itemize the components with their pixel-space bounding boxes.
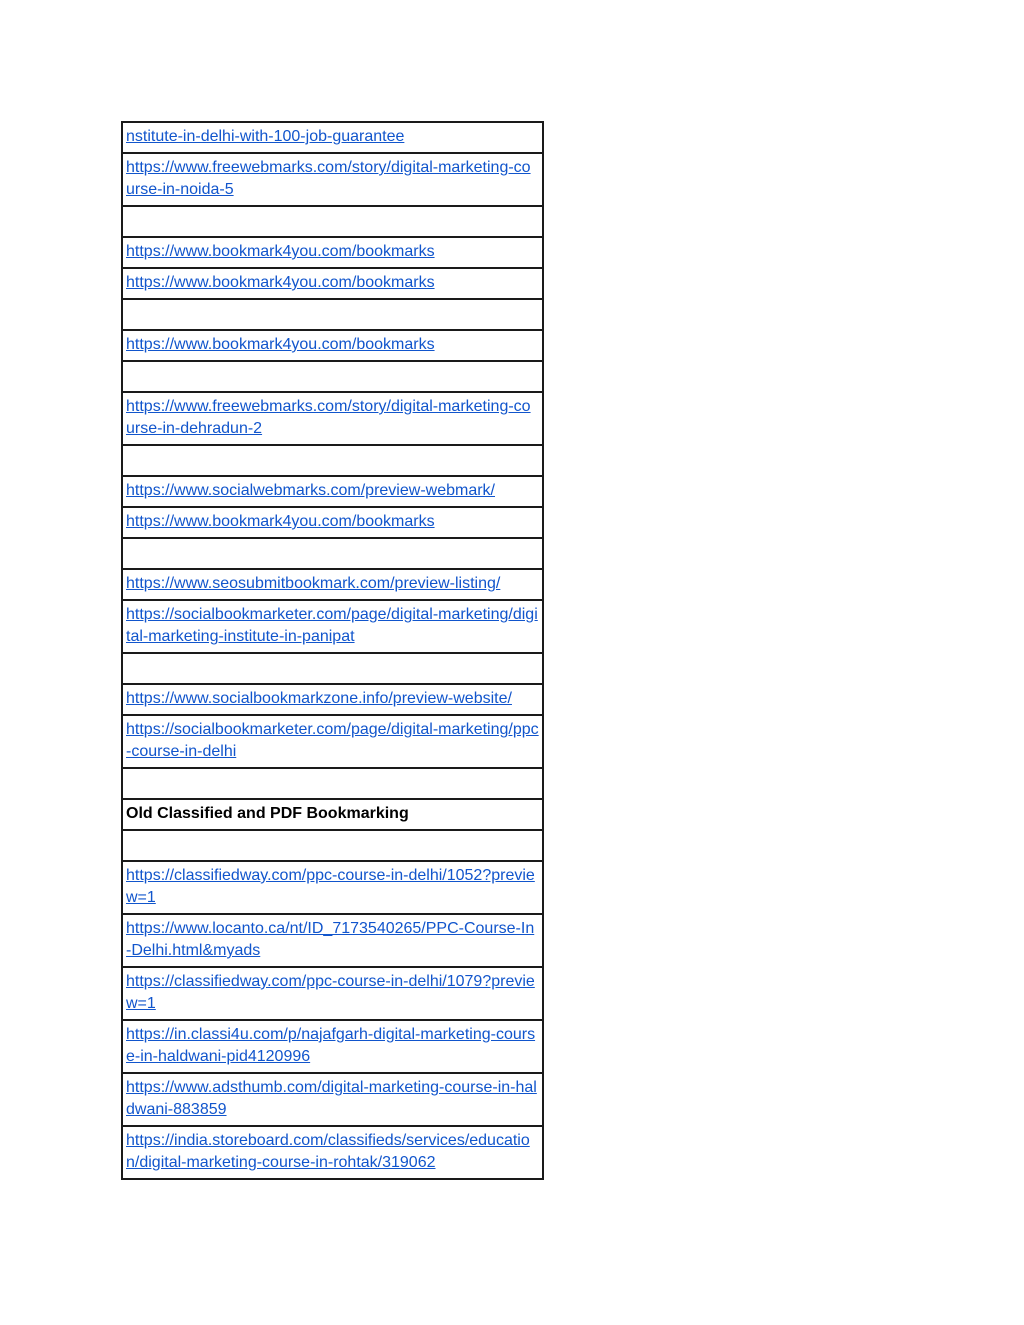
table-cell (122, 507, 543, 538)
url-link[interactable]: https://india.storeboard.com/classifieds/services/education/digital-marketing-course-in-rohtak/319062 (126, 1132, 530, 1171)
url-link[interactable]: https://socialbookmarketer.com/page/digital-marketing/ppc-course-in-delhi (126, 721, 539, 760)
table-row (122, 507, 543, 538)
url-link[interactable]: https://www.seosubmitbookmark.com/preview-listing/ (126, 575, 501, 592)
url-link[interactable]: https://www.locanto.ca/nt/ID_7173540265/PPC-Course-In-Delhi.html&myads (126, 920, 535, 959)
table-row (122, 653, 543, 684)
section-heading: Old Classified and PDF Bookmarking (126, 805, 409, 822)
table-cell (122, 153, 543, 206)
table-cell (122, 206, 543, 237)
table-cell (122, 715, 543, 768)
link-table-body (122, 122, 543, 1179)
table-row (122, 476, 543, 507)
table-row (122, 715, 543, 768)
table-cell (122, 237, 543, 268)
table-row (122, 268, 543, 299)
table-cell (122, 600, 543, 653)
table-cell (122, 653, 543, 684)
table-row (122, 1020, 543, 1073)
table-row (122, 684, 543, 715)
url-link[interactable]: nstitute-in-delhi-with-100-job-guarantee (126, 128, 405, 145)
table-row (122, 830, 543, 861)
table-row (122, 330, 543, 361)
table-row (122, 1073, 543, 1126)
url-link[interactable]: https://www.bookmark4you.com/bookmarks (126, 513, 435, 530)
url-link[interactable]: https://classifiedway.com/ppc-course-in-delhi/1052?preview=1 (126, 867, 535, 906)
url-link[interactable]: https://classifiedway.com/ppc-course-in-delhi/1079?preview=1 (126, 973, 535, 1012)
table-cell (122, 392, 543, 445)
table-cell (122, 830, 543, 861)
table-row (122, 206, 543, 237)
table-row (122, 768, 543, 799)
table-row (122, 914, 543, 967)
url-link[interactable]: https://www.bookmark4you.com/bookmarks (126, 274, 435, 291)
table-cell (122, 361, 543, 392)
table-row (122, 392, 543, 445)
table-cell (122, 330, 543, 361)
table-cell (122, 768, 543, 799)
table-row (122, 967, 543, 1020)
url-link[interactable]: https://www.bookmark4you.com/bookmarks (126, 243, 435, 260)
table-cell (122, 1020, 543, 1073)
table-row (122, 538, 543, 569)
table-cell (122, 861, 543, 914)
table-cell (122, 476, 543, 507)
table-cell (122, 268, 543, 299)
url-link[interactable]: https://www.bookmark4you.com/bookmarks (126, 336, 435, 353)
table-row (122, 361, 543, 392)
table-cell (122, 1126, 543, 1179)
table-cell (122, 122, 543, 153)
table-cell (122, 445, 543, 476)
url-link[interactable]: https://www.freewebmarks.com/story/digital-marketing-course-in-noida-5 (126, 159, 531, 198)
table-cell (122, 538, 543, 569)
table-cell (122, 569, 543, 600)
link-table (121, 121, 544, 1180)
table-row (122, 153, 543, 206)
url-link[interactable]: https://socialbookmarketer.com/page/digital-marketing/digital-marketing-institute-in-panipat (126, 606, 538, 645)
table-cell (122, 1073, 543, 1126)
table-row (122, 1126, 543, 1179)
table-cell (122, 299, 543, 330)
url-link[interactable]: https://www.freewebmarks.com/story/digital-marketing-course-in-dehradun-2 (126, 398, 531, 437)
table-row (122, 237, 543, 268)
table-row (122, 445, 543, 476)
table-row (122, 799, 543, 830)
table-cell (122, 799, 543, 830)
table-row (122, 122, 543, 153)
url-link[interactable]: https://www.socialwebmarks.com/preview-webmark/ (126, 482, 495, 499)
table-cell (122, 684, 543, 715)
table-row (122, 569, 543, 600)
url-link[interactable]: https://www.adsthumb.com/digital-marketing-course-in-haldwani-883859 (126, 1079, 537, 1118)
table-cell (122, 967, 543, 1020)
url-link[interactable]: https://in.classi4u.com/p/najafgarh-digital-marketing-course-in-haldwani-pid4120996 (126, 1026, 536, 1065)
table-row (122, 861, 543, 914)
table-row (122, 600, 543, 653)
url-link[interactable]: https://www.socialbookmarkzone.info/preview-website/ (126, 690, 512, 707)
table-cell (122, 914, 543, 967)
table-row (122, 299, 543, 330)
